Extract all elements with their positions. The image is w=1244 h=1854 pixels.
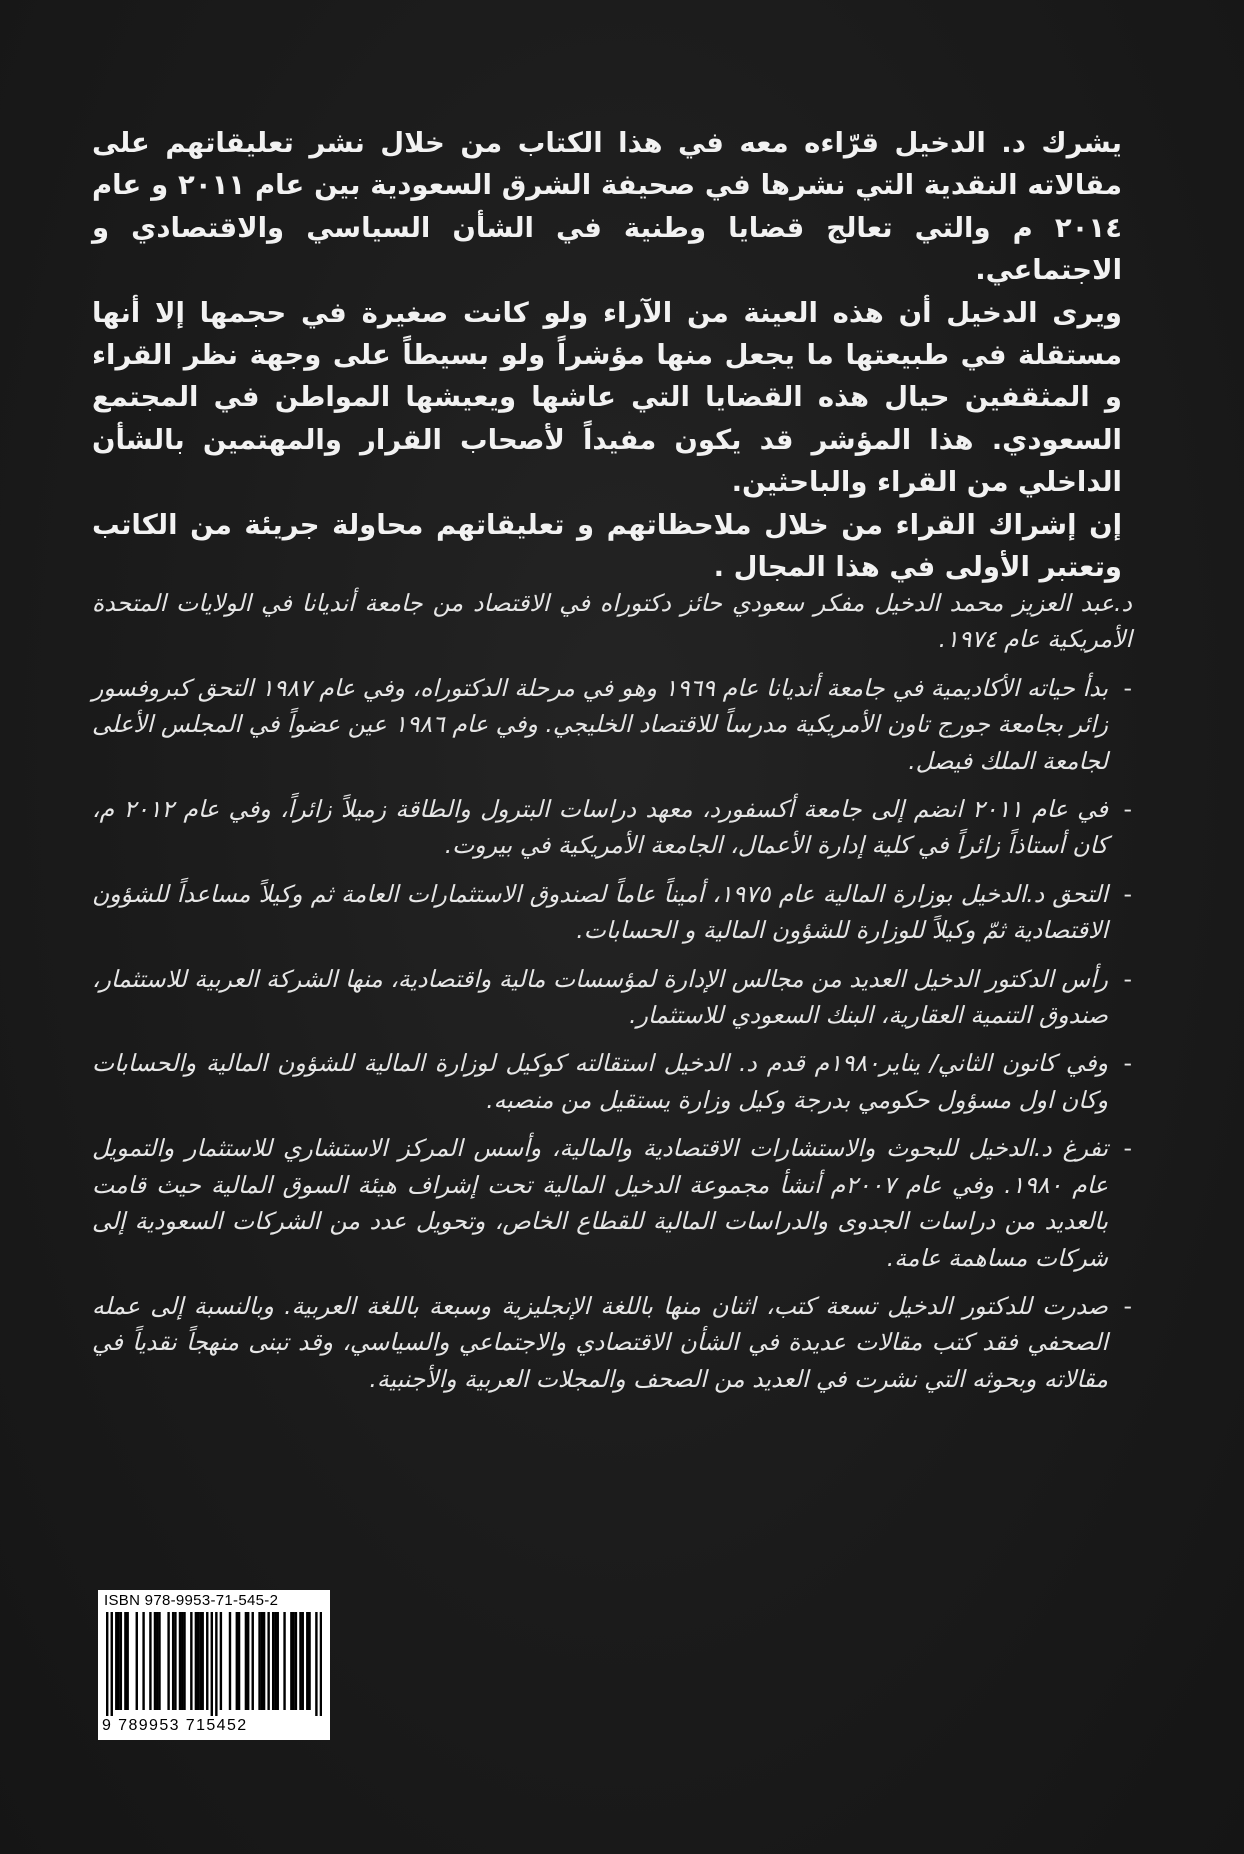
barcode-bar: [238, 1612, 240, 1710]
bio-item: - في عام ٢٠١١ انضم إلى جامعة أكسفورد، معهد دراسات البترول والطاقة زميلاً زائراً، وفي عام ٢٠١٢ م، كان أستاذاً زائراً في كلية إدارة الأعمال، الجامعة الأمريكية في بيروت.: [92, 791, 1132, 864]
barcode-bar: [149, 1612, 151, 1710]
bio-item: - بدأ حياته الأكاديمية في جامعة أنديانا عام ١٩٦٩ وهو في مرحلة الدكتوراه، وفي عام ١٩٨٧ التحق كبروفسور زائر بجامعة جورج تاون الأمريكية مدرساً للاقتصاد الخليجي. وفي عام ١٩٨٦ عين عضواً في المجلس الأعلى لجامعة الملك فيصل.: [92, 670, 1132, 779]
barcode-bar: [201, 1612, 203, 1710]
barcode-icon: [106, 1612, 322, 1716]
barcode-bar: [292, 1612, 294, 1710]
bio-item: - صدرت للدكتور الدخيل تسعة كتب، اثنان منها باللغة الإنجليزية وسبعة باللغة العربية. وبالنسبة إلى عمله الصحفي فقد كتب مقالات عديدة في الشأن الاقتصادي والاجتماعي والسياسي، وقد تبنى منهجاً نقدياً في مقالاته وبحوثه التي نشرت في العديد من الصحف والمجلات العربية والأجنبية.: [92, 1288, 1132, 1397]
bio-list: [92, 670, 1132, 1397]
barcode-bar: [261, 1612, 263, 1710]
bullet-dash-icon: -: [1123, 1049, 1132, 1078]
barcode-bar: [283, 1612, 285, 1710]
author-bio: [92, 585, 1132, 1409]
barcode-bar: [229, 1612, 231, 1710]
barcode-bar: [190, 1612, 192, 1710]
barcode-bar: [211, 1612, 213, 1716]
barcode-bar: [111, 1612, 113, 1716]
barcode-bar: [295, 1612, 297, 1710]
barcode-bar: [308, 1612, 310, 1710]
intro-text: [92, 122, 1122, 588]
bio-item: - رأس الدكتور الدخيل العديد من مجالس الإدارة لمؤسسات مالية واقتصادية، منها الشركة العربية للاستثمار، صندوق التنمية العقارية، البنك السعودي للاستثمار.: [92, 961, 1132, 1034]
barcode-bar: [236, 1612, 238, 1710]
barcode-bar: [158, 1612, 160, 1710]
barcode-bar: [154, 1612, 156, 1710]
barcode-bar: [197, 1612, 199, 1710]
bio-item: - وفي كانون الثاني/ يناير١٩٨٠م قدم د. الدخيل استقالته كوكيل لوزارة المالية للشؤون المالية والحسابات وكان اول مسؤول حكومي بدرجة وكيل وزارة يستقيل من منصبه.: [92, 1045, 1132, 1118]
barcode-bar: [183, 1612, 185, 1710]
barcode-bar: [272, 1612, 274, 1710]
barcode-bar: [181, 1612, 183, 1710]
barcode-bar: [167, 1612, 169, 1710]
bio-item: - تفرغ د.الدخيل للبحوث والاستشارات الاقتصادية والمالية، وأسس المركز الاستشاري للاستثمار والتمويل عام ١٩٨٠. وفي عام ٢٠٠٧م أنشأ مجموعة الدخيل المالية تحت إشراف هيئة السوق المالية حيث قامت بالعديد من دراسات الجدوى والدراسات المالية للقطاع الخاص، وتحويل عدد من الشركات السعودية إلى شركات مساهمة عامة.: [92, 1130, 1132, 1276]
barcode-bar: [126, 1612, 128, 1710]
isbn-label: ISBN 978-9953-71-545-2: [104, 1592, 279, 1609]
intro-paragraph-1: يشرك د. الدخيل قرّاءه معه في هذا الكتاب من خلال نشر تعليقاتهم على مقالاته النقدية التي نشرها في صحيفة الشرق السعودية بين عام ٢٠١١ و عام ٢٠١٤ م والتي تعالج قضايا وطنية في الشأن السياسي والاقتصادي و الاجتماعي.: [92, 127, 1122, 287]
bio-item: - التحق د.الدخيل بوزارة المالية عام ١٩٧٥، أميناً عاماً لصندوق الاستثمارات العامة ثم وكيلاً مساعداً للشؤون الاقتصادية ثمّ وكيلاً للوزارة للشؤون المالية و الحسابات.: [92, 876, 1132, 949]
barcode-bar: [263, 1612, 265, 1710]
barcode-bar: [115, 1612, 117, 1710]
barcode-bar: [220, 1612, 222, 1710]
barcode-bar: [245, 1612, 247, 1710]
bullet-dash-icon: -: [1123, 673, 1132, 702]
barcode-bar: [290, 1612, 292, 1710]
barcode-bar: [299, 1612, 301, 1710]
bullet-dash-icon: -: [1123, 1134, 1132, 1163]
barcode-bar: [274, 1612, 276, 1710]
barcode-bar: [247, 1612, 249, 1710]
barcode-bar: [252, 1612, 254, 1710]
barcode-bar: [195, 1612, 197, 1710]
barcode-bar: [206, 1612, 208, 1710]
barcode-bar: [306, 1612, 308, 1710]
barcode-bar: [215, 1612, 217, 1716]
barcode-bar: [156, 1612, 158, 1710]
intro-paragraph-3: إن إشراك القراء من خلال ملاحظاتهم و تعليقاتهم محاولة جريئة من الكاتب وتعتبر الأولى في هذا المجال .: [92, 508, 1122, 584]
isbn-barcode-box: [98, 1590, 330, 1740]
barcode-bar: [199, 1612, 201, 1710]
bio-lead: د.عبد العزيز محمد الدخيل مفكر سعودي حائز دكتوراه في الاقتصاد من جامعة أنديانا في الولايات المتحدة الأمريكية عام ١٩٧٤.: [92, 589, 1132, 654]
barcode-bar: [142, 1612, 144, 1710]
barcode-bar: [136, 1612, 138, 1710]
ean-digits: 9 789953 715452: [102, 1717, 248, 1734]
barcode-bar: [320, 1612, 322, 1716]
bullet-dash-icon: -: [1123, 879, 1132, 908]
barcode-bar: [124, 1612, 126, 1710]
barcode-bar: [120, 1612, 122, 1710]
barcode-bar: [106, 1612, 108, 1716]
barcode-bar: [174, 1612, 176, 1710]
barcode-bar: [302, 1612, 304, 1710]
barcode-bar: [179, 1612, 181, 1710]
barcode-bar: [277, 1612, 279, 1710]
intro-paragraph-2: ويرى الدخيل أن هذه العينة من الآراء ولو كانت صغيرة في حجمها إلا أنها مستقلة في طبيعتها ما يجعل منها مؤشراً ولو بسيطاً على وجهة نظر القراء و المثقفين حيال هذه القضايا التي عاشها ويعيشها المواطن في المجتمع السعودي. هذا المؤشر قد يكون مفيداً لأصحاب القرار والمهتمين بالشأن الداخلي من القراء والباحثين.: [92, 296, 1122, 499]
barcode-bar: [117, 1612, 119, 1710]
barcode-bar: [267, 1612, 269, 1710]
barcode-bar: [258, 1612, 260, 1710]
barcode-bar: [172, 1612, 174, 1710]
bullet-dash-icon: -: [1123, 964, 1132, 993]
barcode-bar: [315, 1612, 317, 1716]
bullet-dash-icon: -: [1123, 1291, 1132, 1320]
bullet-dash-icon: -: [1123, 795, 1132, 824]
